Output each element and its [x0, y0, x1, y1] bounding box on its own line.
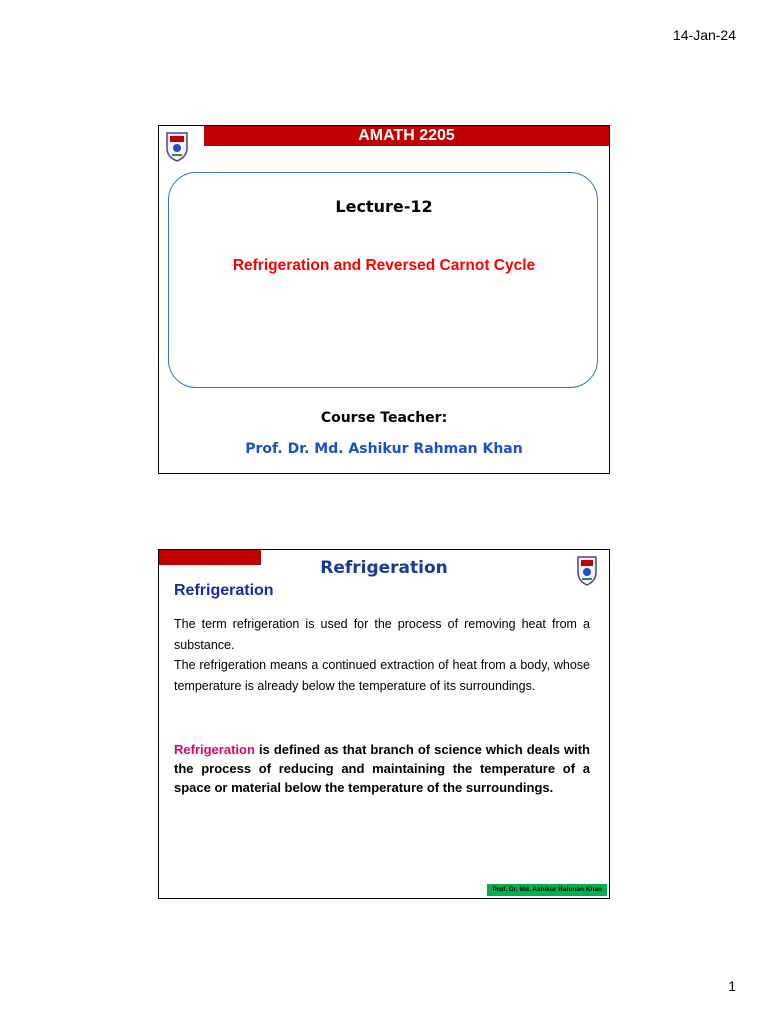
slide-refrigeration — [158, 549, 610, 899]
teacher-label: Course Teacher: — [320, 410, 448, 426]
lecture-topic: Refrigeration and Reversed Carnot Cycle — [232, 257, 536, 274]
section-heading: Refrigeration — [174, 582, 274, 599]
university-crest-icon — [164, 130, 190, 162]
lecture-title: Lecture-12 — [335, 197, 433, 216]
footer-credit: Prof. Dr. Md. Ashikur Rahman Khan — [487, 884, 607, 896]
slide-title-text: Refrigeration — [320, 558, 448, 578]
body-text — [174, 614, 590, 696]
teacher-name: Prof. Dr. Md. Ashikur Rahman Khan — [245, 441, 523, 457]
paragraph: The term refrigeration is used for the process of removing heat from a substance. — [174, 617, 590, 652]
course-code-banner: AMATH 2205 — [204, 126, 609, 146]
paragraph: The refrigeration means a continued extraction of heat from a body, whose temperature is already below the temperature of its surroundings. — [174, 658, 590, 693]
page-number: 1 — [728, 978, 736, 994]
definition-rest: is defined as that branch of science which deals with the process of reducing and maintaining the temperature of a space or material below the temperature of the surroundings. — [174, 742, 590, 795]
university-crest-icon — [575, 554, 599, 586]
slide-title — [158, 125, 610, 474]
definition-keyword: Refrigeration — [174, 742, 255, 757]
definition-text — [174, 740, 590, 797]
page-date: 14-Jan-24 — [672, 27, 736, 43]
